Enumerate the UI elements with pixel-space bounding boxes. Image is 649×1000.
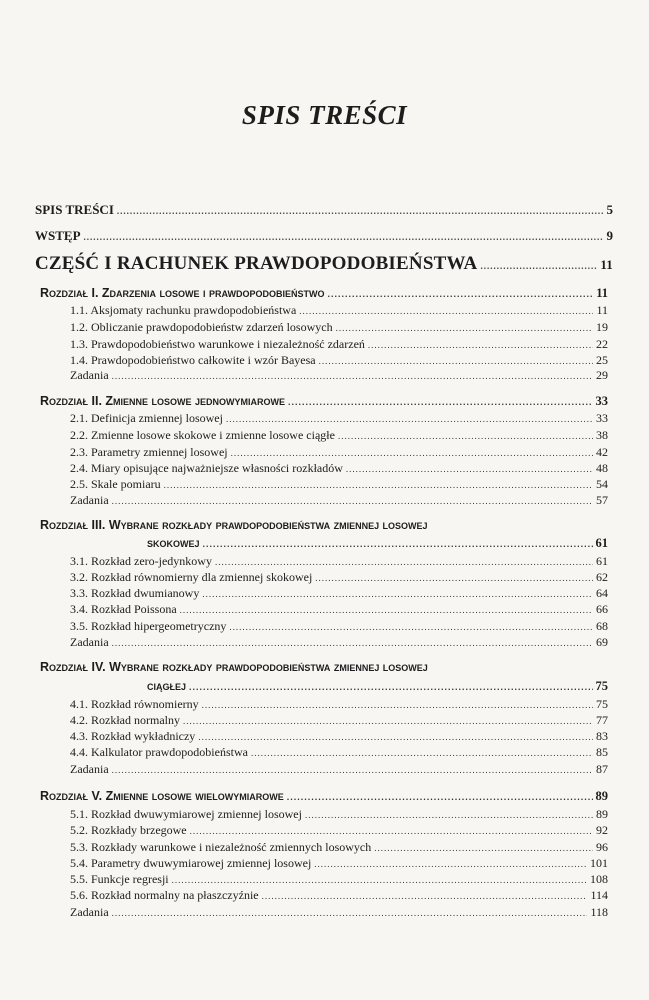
toc-item[interactable] [70,554,608,569]
toc-item-label: Zadania [70,635,109,649]
toc-item-page: 19 [596,320,608,334]
chapter-heading-continued[interactable] [147,536,608,551]
toc-item-page: 85 [596,745,608,759]
toc-item[interactable] [70,303,608,318]
toc-item[interactable] [70,840,608,855]
toc-item-page: 61 [596,554,608,568]
toc-item-page: 96 [596,840,608,854]
chapter-page: 89 [595,789,608,803]
leader-dots [183,716,593,726]
toc-item-label: 1.1. Aksjomaty rachunku prawdopodobieństwa [70,303,297,317]
leader-dots [215,557,593,567]
toc-item-label: 2.3. Parametry zmiennej losowej [70,445,228,459]
toc-entry-label: SPIS TREŚCI [35,202,114,217]
part-label: CZĘŚĆ I RACHUNEK PRAWDOPODOBIEŃSTWA [35,253,478,274]
toc-entry-label: WSTĘP [35,228,81,243]
leader-dots [327,289,593,299]
leader-dots [203,539,593,549]
toc-item-page: 89 [596,807,608,821]
toc-item-label: 4.2. Rozkład normalny [70,713,180,727]
toc-item-page: 77 [596,713,608,727]
toc-item-page: 114 [590,888,608,902]
toc-item-page: 62 [596,570,608,584]
chapter-page: 61 [595,536,608,550]
leader-dots [299,306,593,316]
toc-entry-spis-tresci[interactable] [35,202,613,218]
toc-item[interactable] [70,411,608,426]
toc-item-label: 3.1. Rozkład zero-jedynkowy [70,554,212,568]
toc-item-label: 1.2. Obliczanie prawdopodobieństw zdarzeń losowych [70,320,333,334]
toc-item[interactable] [70,428,608,443]
toc-item-label: 3.2. Rozkład równomierny dla zmiennej skokowej [70,570,313,584]
toc-item-label: Zadania [70,905,109,919]
toc-item-page: 66 [596,602,608,616]
toc-item-page: 22 [596,337,608,351]
toc-item-label: Zadania [70,493,109,507]
toc-item-label: 5.5. Funkcje regresji [70,872,169,886]
toc-item-label: 3.3. Rozkład dwumianowy [70,586,200,600]
toc-item[interactable] [70,635,608,650]
toc-item-page: 54 [596,477,608,491]
leader-dots [336,323,593,333]
toc-item-page: 87 [596,762,608,776]
toc-item-page: 42 [596,445,608,459]
toc-item[interactable] [70,602,608,617]
toc-item[interactable] [70,872,608,887]
toc-item[interactable] [70,697,608,712]
toc-item-label: 5.3. Rozkłady warunkowe i niezależność zmiennych losowych [70,840,372,854]
leader-dots [172,875,587,885]
leader-dots [198,732,593,742]
toc-item-page: 75 [596,697,608,711]
leader-dots [305,810,593,820]
leader-dots [180,605,593,615]
toc-item[interactable] [70,823,608,838]
toc-item[interactable] [70,493,608,508]
toc-item-page: 83 [596,729,608,743]
toc-item-page: 92 [596,823,608,837]
leader-dots [202,589,593,599]
leader-dots [164,480,593,490]
toc-item-page: 29 [596,368,608,382]
toc-item-label: 2.5. Skale pomiaru [70,477,161,491]
chapter-heading[interactable]: Rozdział III. Wybrane rozkłady prawdopodobieństwa zmiennej losowej [40,518,428,532]
toc-item[interactable] [70,619,608,634]
toc-item-page: 68 [596,619,608,633]
chapter-heading[interactable]: Rozdział IV. Wybrane rozkłady prawdopodobieństwa zmiennej losowej [40,660,428,674]
toc-item-label: 4.3. Rozkład wykładniczy [70,729,196,743]
toc-item-page: 101 [590,856,608,870]
leader-dots [374,843,593,853]
toc-item-label: 3.5. Rozkład hipergeometryczny [70,619,227,633]
leader-dots [288,397,593,407]
toc-item-page: 33 [596,411,608,425]
toc-item-page: 108 [590,872,608,886]
toc-item-page: 57 [596,493,608,507]
chapter-title-cont: ciągłej [147,679,187,693]
toc-item[interactable] [70,745,608,760]
toc-item-page: 64 [596,586,608,600]
leader-dots [315,573,593,583]
toc-item[interactable] [70,856,608,871]
page-title: SPIS TREŚCI [241,100,408,130]
toc-item-label: 4.1. Rozkład równomierny [70,697,199,711]
leader-dots [112,908,588,918]
toc-item-label: 2.4. Miary opisujące najważniejsze własności rozkładów [70,461,343,475]
toc-item[interactable] [70,320,608,335]
chapter-heading[interactable] [40,394,608,409]
toc-item-label: 4.4. Kalkulator prawdopodobieństwa [70,745,248,759]
chapter-heading-continued[interactable] [147,679,608,694]
toc-item-label: 2.2. Zmienne losowe skokowe i zmienne losowe ciągłe [70,428,335,442]
chapter-title: Rozdział II. Zmienne losowe jednowymiarowe [40,394,285,408]
toc-item-label: 3.4. Rozkład Poissona [70,602,177,616]
leader-dots [346,464,593,474]
toc-item[interactable] [70,337,608,352]
chapter-title: Rozdział I. Zdarzenia losowe i prawdopodobieństwo [40,286,325,300]
leader-dots [112,371,593,381]
toc-item-label: Zadania [70,368,109,382]
leader-dots [251,748,593,758]
toc-entry-page: 5 [606,202,613,217]
toc-item-label: 5.1. Rozkład dwuwymiarowej zmiennej losowej [70,807,302,821]
toc-item-label: 2.1. Definicja zmiennej losowej [70,411,223,425]
toc-item[interactable] [70,477,608,492]
toc-item-label: 1.3. Prawdopodobieństwo warunkowe i niezależność zdarzeń [70,337,365,351]
leader-dots [226,414,593,424]
chapter-title: Rozdział V. Zmienne losowe wielowymiarowe [40,789,284,803]
leader-dots [314,859,587,869]
toc-item-label: 5.6. Rozkład normalny na płaszczyźnie [70,888,259,902]
toc-item[interactable] [70,762,608,777]
toc-item[interactable] [70,807,608,822]
leader-dots [319,356,593,366]
chapter-title-cont: skokowej [147,536,200,550]
leader-dots [368,340,593,350]
toc-item[interactable] [70,729,608,744]
toc-item[interactable] [70,713,608,728]
leader-dots [189,682,592,692]
toc-item-page: 25 [596,353,608,367]
toc-entry-page: 9 [606,228,613,243]
toc-item[interactable] [70,586,608,601]
chapter-heading[interactable] [40,789,608,804]
leader-dots [480,261,597,271]
chapter-page: 75 [595,679,608,693]
chapter-page: 11 [596,286,608,300]
leader-dots [287,792,593,802]
leader-dots [229,622,593,632]
toc-item[interactable] [70,368,608,383]
toc-item-label: Zadania [70,762,109,776]
leader-dots [117,206,604,216]
toc-item-label: 1.4. Prawdopodobieństwo całkowite i wzór Bayesa [70,353,316,367]
toc-item-label: 5.2. Rozkłady brzegowe [70,823,187,837]
toc-item-page: 69 [596,635,608,649]
leader-dots [112,765,593,775]
toc-item-label: 5.4. Parametry dwuwymiarowej zmiennej losowej [70,856,312,870]
chapter-page: 33 [595,394,608,408]
leader-dots [338,431,593,441]
leader-dots [112,638,593,648]
toc-entry-wstep[interactable] [35,228,613,244]
leader-dots [190,826,593,836]
toc-item[interactable] [70,461,608,476]
leader-dots [84,232,604,242]
toc-item-page: 48 [596,461,608,475]
chapter-heading[interactable] [40,286,608,301]
toc-item-page: 38 [596,428,608,442]
leader-dots [231,448,593,458]
toc-item[interactable] [70,888,608,903]
toc-item[interactable] [70,445,608,460]
toc-item[interactable] [70,353,608,368]
toc-item-page: 11 [596,303,608,317]
toc-item[interactable] [70,905,608,920]
toc-item-page: 118 [590,905,608,919]
toc-part-1[interactable] [35,253,613,275]
toc-item[interactable] [70,570,608,585]
part-page: 11 [600,257,613,272]
leader-dots [202,700,593,710]
leader-dots [262,891,588,901]
leader-dots [112,496,593,506]
